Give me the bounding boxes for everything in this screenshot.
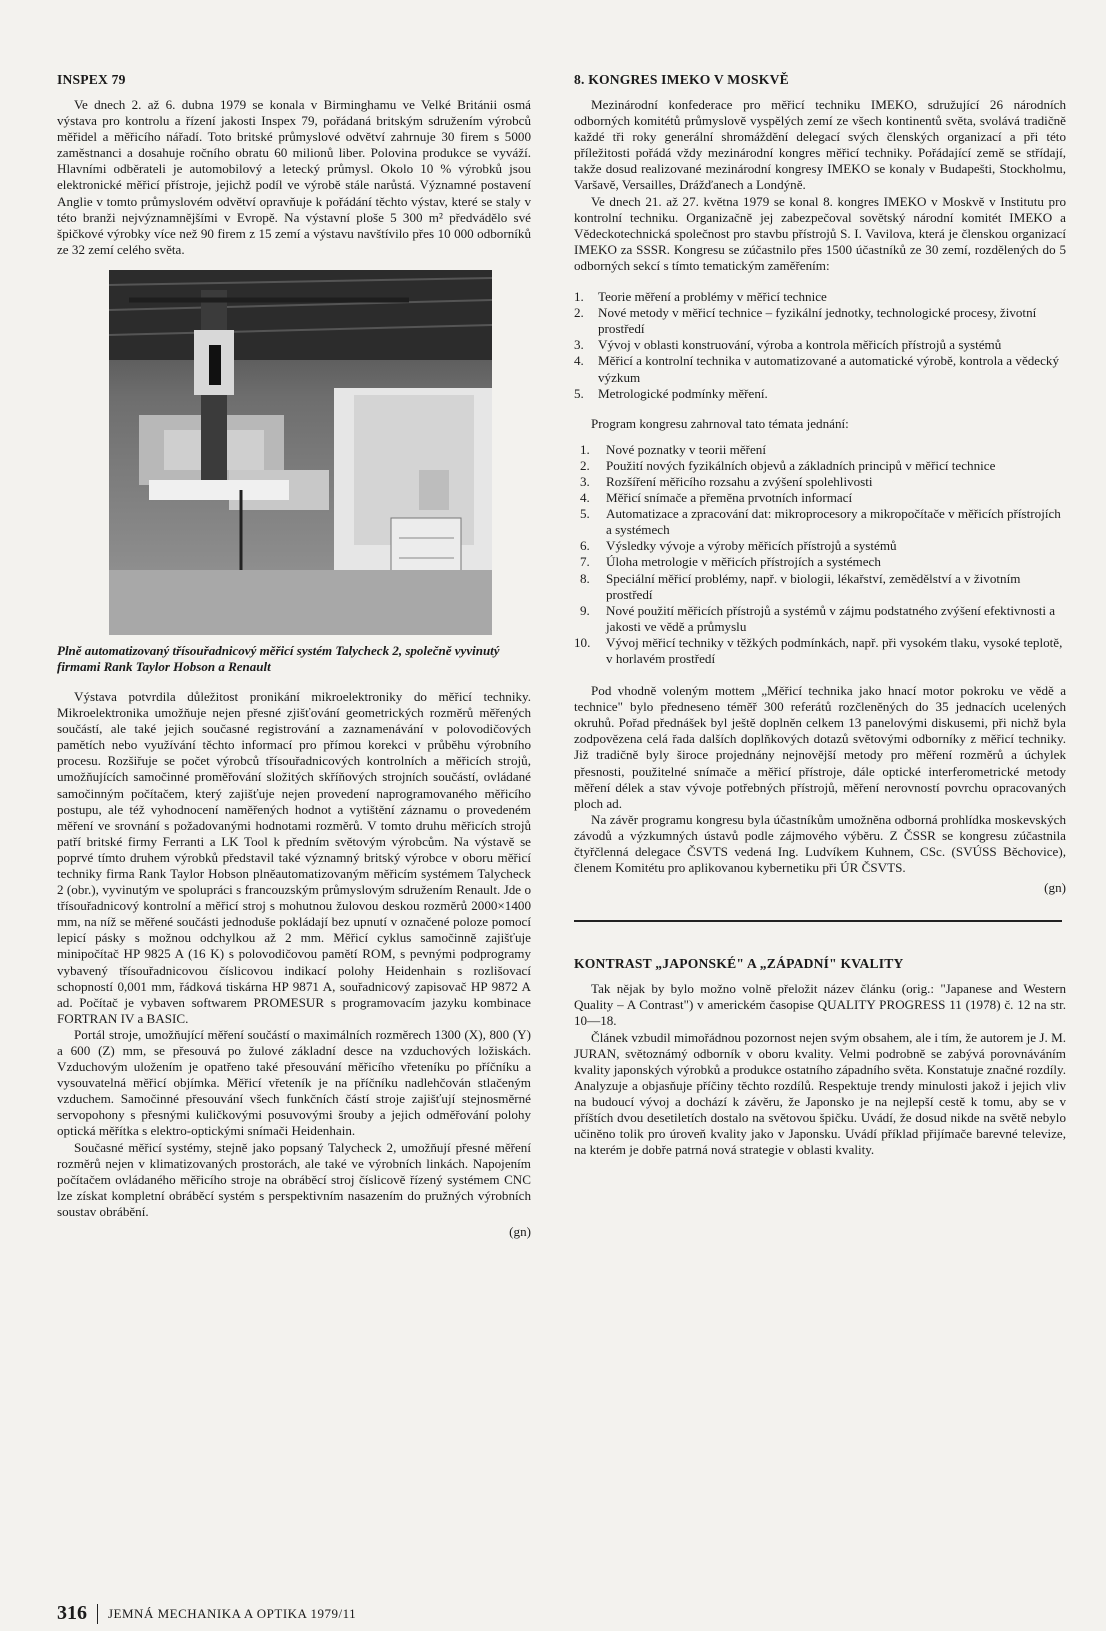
list-item: 6. Výsledky vývoje a výroby měřicích přístrojů a systémů bbox=[580, 538, 897, 554]
list-item: 10. Vývoj měřicí techniky v těžkých podmínkách, např. při vysokém tlaku, vysoké teplotě, v horlavém prostředí bbox=[574, 634, 1063, 666]
list-item: 2. Použití nových fyzikálních objevů a základních principů v měřicí technice bbox=[580, 457, 996, 473]
list-item: 2. Nové metody v měřicí technice – fyzikální jednotky, technologické procesy, životní prostředí bbox=[574, 305, 1037, 337]
article-heading-inspex: INSPEX 79 bbox=[57, 72, 126, 87]
inspex-paragraph-3: Portál stroje, umožňující měření součástí o maximálních rozměrech 1300 (X), 800 (Y) a 600 (Z) mm, se přesouvá po žulové základní desce na vzduchových ložiskách. Vzduchovým uložením je opatřeno také přesouvání měřicího vřeteníku po příčníku a vysouvatelná měřicí objímka. Měřicí vřeteník je na příčníku nadlehčován stlačeným vzduchem. Samočinné přesouvání všech funkčních částí stroje zajišťují stejnosměrné servopohony s přesnými kuličkovými posuvovými šrouby a jejich odměřování polohy optická měřítka s elektro-optickými snímači Heidenhain. bbox=[57, 1026, 531, 1139]
article-heading-imeko: 8. KONGRES IMEKO V MOSKVĚ bbox=[574, 72, 789, 87]
imeko-paragraph-2: Ve dnech 21. až 27. května 1979 se konal 8. kongres IMEKO v Moskvě v Institutu pro kontrolní techniku. Organizačně jej zabezpečoval sovětský národní komitét IMEKO a Vědeckotechnická společnost pro stavbu přístrojů S. I. Vavilova, která je členskou organizací IMEKO za SSSR. Kongresu se zúčastnilo přes 1500 účastníků ze 30 zemí, rozdělených do 5 odborných sekcí s tímto tematickým zaměřením: bbox=[574, 193, 1066, 273]
imeko-paragraph-4: Na závěr programu kongresu byla účastníkům umožněna odborná prohlídka moskevských závodů a výzkumných ústavů podle zájmového výběru. Z ČSSR se kongresu zúčastnila čtyřčlenná delegace ČSVTS vedená Ing. Ludvíkem Kuhnem, CSc. (SVÚSS Běchovice), členem Komitétu pro aplikovanou kybernetiku při ÚR ČSVTS. bbox=[574, 811, 1066, 876]
footer-divider bbox=[97, 1604, 98, 1624]
list-item: 4. Měřicí a kontrolní technika v automatizované a automatické výrobě, kontrola a vědecký výzkum bbox=[574, 353, 1060, 385]
imeko-signature: (gn) bbox=[1044, 880, 1066, 896]
list-item: 4. Měřicí snímače a přeměna prvotních informací bbox=[580, 490, 853, 506]
list-item: 5. Metrologické podmínky měření. bbox=[574, 385, 768, 401]
right-column bbox=[574, 72, 1066, 1158]
article-heading-kontrast: KONTRAST „JAPONSKÉ" A „ZÁPADNÍ" KVALITY bbox=[574, 956, 904, 972]
kontrast-paragraph-1: Tak nějak by bylo možno volně přeložit název článku (orig.: "Japanese and Western Quality – A Contrast") v americkém časopise QUALITY PROGRESS 11 (1978) č. 12 na str. 10—18. bbox=[574, 981, 1066, 1029]
program-topics-list bbox=[574, 442, 1066, 667]
inspex-paragraph-4: Současné měřicí systémy, stejně jako popsaný Talycheck 2, umožňují přesné měření rozměrů nejen v klimatizovaných prostorách, ale také ve výrobních linkách. Napojením počítačem ovládaného měřicího stroje na obráběcí stroj číslicově řízený systémem CNC lze získat kompletní obráběcí systém s perspektivním nasazením do pružných výrobních soustav obrábění. bbox=[57, 1139, 531, 1219]
list-item: 3. Vývoj v oblasti konstruování, výroba a kontrola měřicích přístrojů a systémů bbox=[574, 337, 1002, 353]
list-item: 1. Nové poznatky v teorii měření bbox=[580, 441, 766, 457]
page-number: 316 bbox=[57, 1602, 87, 1624]
talycheck-machine-illustration bbox=[109, 270, 492, 635]
left-column bbox=[57, 72, 531, 1240]
program-intro: Program kongresu zahrnoval tato témata jednání: bbox=[591, 415, 849, 431]
page-footer bbox=[57, 1602, 356, 1625]
kontrast-paragraph-2: Článek vzbudil mimořádnou pozornost nejen svým obsahem, ale i tím, že autorem je J. M. JURAN, světoznámý odborník v oboru kvality. Velmi podrobně se zabývá porovnáváním kvality japonských výrobků a produkce ostatního západního světa. Konstatuje značné rozdíly. Analyzuje a objasňuje příčiny těchto rozdílů. Respektuje trendy minulosti jakož i jejich vliv na budoucí vývoj a dochází k závěru, že Japonsko je na nejlepší cestě k tomu, aby se v příštích dvou desetiletích dostalo na světovou špičku. Uvádí, že dosud nikde na světě nebylo učiněno tolik pro úroveň kvality jako v Japonsku. Uvádí příklad přijímače barevné televize, na kterém je dobře patrná nová strategie v oblasti kvality. bbox=[574, 1029, 1066, 1158]
list-item: 5. Automatizace a zpracování dat: mikroprocesory a mikropočítače v měřicích přístrojích a systémech bbox=[580, 506, 1061, 538]
section-topics-list bbox=[574, 289, 1066, 402]
imeko-paragraph-1: Mezinárodní konfederace pro měřicí techniku IMEKO, sdružující 26 národních odborných komitétů průmyslově vyspělých zemí ze všech kontinentů světa, svolává tradičně každé tři roky generální shromáždění delegací svých členských organizací a při této příležitosti pořádá vždy mezinárodní kongres měřicí techniky. Pořádající země se střídají, takže dosud realizované mezinárodní kongresy IMEKO se konaly v Budapešti, Stockholmu, Varšavě, Versailles, Drážďanech a Londýně. bbox=[574, 97, 1066, 193]
list-item: 9. Nové použití měřicích přístrojů a systémů v zájmu podstatného zvýšení efektivnosti a jakosti ve vědě a průmyslu bbox=[580, 602, 1056, 634]
photo-caption: Plně automatizovaný třísouřadnicový měřicí systém Talycheck 2, společně vyvinutý firmami Rank Taylor Hobson a Renault bbox=[57, 642, 500, 674]
imeko-paragraph-3: Pod vhodně voleným mottem „Měřicí technika jako hnací motor pokroku ve vědě a technice" bylo předneseno téměř 300 referátů rozčleněných do 35 jednacích ucelených okruhů. Pořad přednášek byl ještě doplněn celkem 13 panelovými diskusemi, při nichž byla zodpovězena celá řada dalších doplňkových dotazů světovými odborníky z měřicí techniky. Již tradičně byly široce projednány nejnovější metody pro měření rozměrů a úchylek přesnosti, použitelné snímače a měřicí přístroje, dále optické interferometrické metody měření délek a stav vývoje potřebných přístrojů, měření nerovností povrchu opracovaných ploch ad. bbox=[574, 683, 1066, 811]
list-item: 7. Úloha metrologie v měřicích přístrojích a systémech bbox=[580, 554, 881, 570]
talycheck-photo bbox=[109, 270, 492, 635]
list-item: 1. Teorie měření a problémy v měřicí technice bbox=[574, 289, 827, 305]
inspex-signature: (gn) bbox=[509, 1224, 531, 1240]
journal-title: JEMNÁ MECHANIKA A OPTIKA 1979/11 bbox=[108, 1605, 357, 1621]
inspex-paragraph-2: Výstava potvrdila důležitost pronikání mikroelektroniky do měřicí techniky. Mikroelektronika umožňuje nejen přesné zjišťování geometrických rozměrů měřených součástí, ale také jejich současné registrování a zaznamenávání v polovodičových pamětích nebo využívání těchto informací pro přímou korekci v průběhu výrobního procesu. Rozšiřuje se počet výrobců třísouřadnicových kontrolních a měřicích strojů, umožňujících samočinné proměřování složitých skříňových strojních součástí, ovládané samočinným počítačem, který zajišťuje nejen provedení naprogramovaného měřicího postupu, ale též vyhodnocení naměřených hodnot a vytištění záznamu o provedeném měření ve srovnání s požadovanými hodnotami rozměrů. V tomto druhu měřicích strojů patří britské firmy Ferranti a LK Tool k předním světovým výrobcům. Na výstavě se poprvé tímto druhem výrobků představil také významný britský výrobce v oboru měřicí techniky firma Rank Taylor Hobson plněautomatizovaným měřicím systémem Talycheck 2 (obr.), vyvinutým ve spolupráci s francouzským průmyslovým sdružením Renault. Jde o třísouřadnicový kontrolní a měřicí stroj s mohutnou žulovou deskou rozměrů 2000×1400 mm, na níž se měřené součásti jednoduše pokládají bez upnutí v označené poloze pomocí lepicí pásky s možnou odchylkou až 2 mm. Měřicí cyklus samočinně zajišťuje minipočítač HP 9825 A (16 K) s polovodičovou pamětí ROM, s pevnými podprogramy vybavený třísouřadnicovou číslicovou indikací polohy Heidenhain s rozlišovací schopností 0,001 mm, řádková tiskárna HP 9871 A, souřadnicový zapisovač HP 9872 A ad. Počítač je vybaven softwarem PROMESUR s programovacím jazyku kombinace FORTRAN IV a BASIC. bbox=[57, 688, 531, 1026]
list-item: 3. Rozšíření měřicího rozsahu a zvýšení spolehlivosti bbox=[580, 473, 873, 489]
inspex-paragraph-1: Ve dnech 2. až 6. dubna 1979 se konala v Birminghamu ve Velké Británii osmá výstava pro kontrolu a řízení jakosti Inspex 79, pořádaná britským sdružením výrobců měřidel a měřicího nářadí. Toto britské průmyslové odvětví zahrnuje 30 firem s 5000 zaměstnanci a dosahuje ročního obratu 60 milionů liber. Polovina produkce se vyváží. Hlavními odběrateli je automobilový a letecký průmysl. Okolo 10 % výrobků jsou elektronické měřicí přístroje, jejichž podíl ve výrobě stále narůstá. Významné postavení Anglie v tomto průmyslovém odvětví opravňuje k pořádání těchto výstav, které se staly v této branži nejvýznamnějšími v Evropě. Na výstavní ploše 5 300 m² předvádělo své špičkové výrobky více než 90 firem z 15 zemí a výstavu navštívilo přes 10 000 odborníků ze 32 zemí celého světa. bbox=[57, 97, 531, 257]
list-item: 8. Speciální měřicí problémy, např. v biologii, lékařství, zemědělství a v životním prostředí bbox=[580, 570, 1021, 602]
section-divider bbox=[574, 920, 1062, 922]
